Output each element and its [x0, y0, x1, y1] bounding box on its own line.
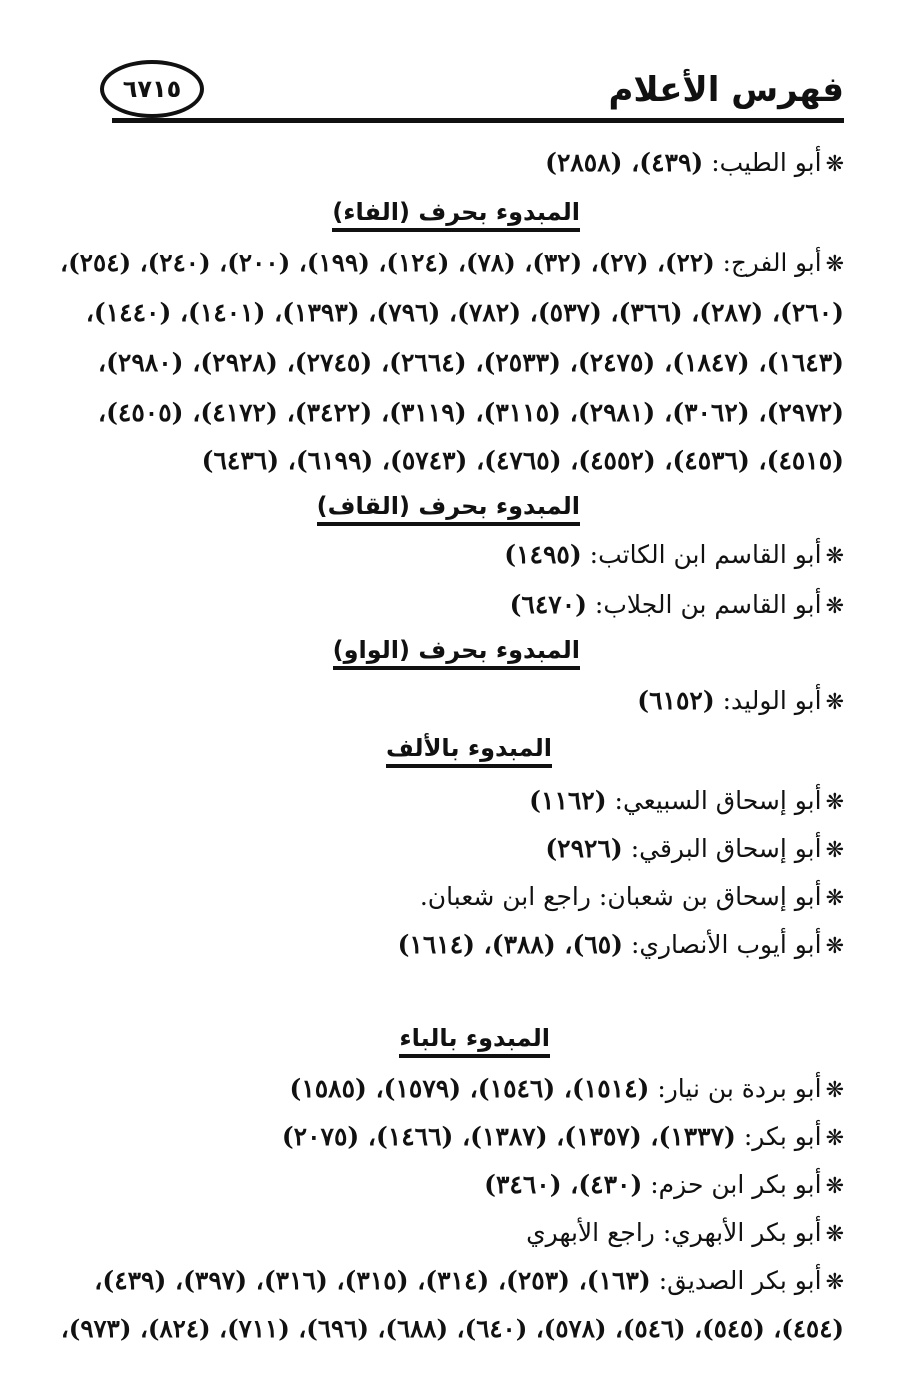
- bullet-star-icon: ❋: [825, 1078, 844, 1103]
- entry-continuation: [202, 444, 844, 478]
- page-number-badge: [100, 60, 204, 118]
- bullet-star-icon: ❋: [825, 1174, 844, 1199]
- entry-name: أبو الوليد:: [722, 686, 822, 715]
- entry-continuation: [85, 296, 844, 330]
- entry-refs: راجع الأبهري: [526, 1218, 655, 1247]
- bullet-star-icon: ❋: [825, 690, 844, 715]
- section-heading: المبدوء بحرف (الفاء): [332, 196, 580, 232]
- index-entry: [529, 784, 844, 818]
- index-entry: [420, 880, 844, 914]
- entry-refs: راجع ابن شعبان.: [419, 882, 591, 911]
- index-entry: [637, 684, 844, 718]
- entry-name: أبو القاسم بن الجلاب:: [594, 590, 822, 619]
- bullet-star-icon: ❋: [825, 544, 844, 569]
- entry-name: أبو بكر الأبهري:: [662, 1218, 822, 1247]
- entry-refs: (١٦٤٣)، (١٨٤٧)، (٢٤٧٥)، (٢٥٣٣)، (٢٦٦٤)، (٢٧٤٥)، (٢٩٢٨)، (٢٩٨٠)،: [98, 348, 844, 377]
- entry-name: أبو الفرج:: [722, 248, 822, 277]
- section-heading: المبدوء بالباء: [399, 1022, 550, 1058]
- entry-refs: (١٥١٤)، (١٥٤٦)، (١٥٧٩)، (١٥٨٥): [289, 1074, 650, 1103]
- entry-name: أبو إسحاق البرقي:: [630, 834, 822, 863]
- index-entry: [504, 538, 844, 572]
- entry-refs: (٢٦٠)، (٢٨٧)، (٣٦٦)، (٥٣٧)، (٧٨٢)، (٧٩٦)، (١٣٩٣)، (١٤٠١)، (١٤٤٠)،: [85, 298, 844, 327]
- entry-refs: (١٣٣٧)، (١٣٥٧)، (١٣٨٧)، (١٤٦٦)، (٢٠٧٥): [281, 1122, 736, 1151]
- header-rule: [112, 118, 844, 123]
- bullet-star-icon: ❋: [825, 838, 844, 863]
- index-entry: [545, 832, 844, 866]
- entry-refs: (٦٥)، (٣٨٨)، (١٦١٤): [397, 930, 624, 959]
- bullet-star-icon: ❋: [825, 790, 844, 815]
- entry-name: أبو إسحاق بن شعبان:: [598, 882, 822, 911]
- entry-continuation: [60, 1312, 844, 1346]
- entry-refs: (١٦٣)، (٢٥٣)، (٣١٤)، (٣١٥)، (٣١٦)، (٣٩٧)، (٤٣٩)،: [94, 1266, 651, 1295]
- index-entry: [510, 588, 844, 622]
- section-heading: المبدوء بالألف: [386, 732, 552, 768]
- entry-name: أبو بكر الصديق:: [658, 1266, 822, 1295]
- bullet-star-icon: ❋: [825, 1222, 844, 1247]
- entry-refs: (٦١٥٢): [637, 686, 715, 715]
- entry-name: أبو الطيب:: [711, 148, 822, 177]
- bullet-star-icon: ❋: [825, 1126, 844, 1151]
- bullet-star-icon: ❋: [825, 1270, 844, 1295]
- index-entry: [60, 246, 844, 280]
- index-entry: [526, 1216, 844, 1250]
- entry-refs: (١١٦٢): [529, 786, 607, 815]
- entry-refs: (٢٢)، (٢٧)، (٣٢)، (٧٨)، (١٢٤)، (١٩٩)، (٢٠٠)، (٢٤٠)، (٢٥٤)،: [60, 248, 715, 277]
- entry-refs: (٢٩٧٢)، (٣٠٦٢)، (٢٩٨١)، (٣١١٥)، (٣١١٩)، (٣٤٢٢)، (٤١٧٢)، (٤٥٠٥)،: [98, 398, 844, 427]
- bullet-star-icon: ❋: [825, 252, 844, 277]
- entry-name: أبو بردة بن نيار:: [657, 1074, 822, 1103]
- entry-name: أبو بكر:: [743, 1122, 822, 1151]
- entry-continuation: [98, 346, 844, 380]
- entry-refs: (٤٥١٥)، (٤٥٣٦)، (٤٥٥٢)، (٤٧٦٥)، (٥٧٤٣)، (٦١٩٩)، (٦٤٣٦): [201, 446, 844, 475]
- bullet-star-icon: ❋: [825, 886, 844, 911]
- entry-name: أبو القاسم ابن الكاتب:: [589, 540, 822, 569]
- entry-name: أبو إسحاق السبيعي:: [614, 786, 822, 815]
- entry-refs: (٤٣٩)، (٢٨٥٨): [545, 148, 704, 177]
- bullet-star-icon: ❋: [825, 594, 844, 619]
- entry-refs: (٤٣٠)، (٣٤٦٠): [484, 1170, 643, 1199]
- entry-refs: (٤٥٤)، (٥٤٥)، (٥٤٦)، (٥٧٨)، (٦٤٠)، (٦٨٨)، (٦٩٦)، (٧١١)، (٨٢٤)، (٩٧٣)،: [60, 1314, 844, 1343]
- entry-refs: (٢٩٢٦): [545, 834, 623, 863]
- page-title: فهرس الأعلام: [608, 70, 844, 110]
- bullet-star-icon: ❋: [825, 152, 844, 177]
- section-heading: المبدوء بحرف (الواو): [333, 634, 580, 670]
- entry-continuation: [98, 396, 844, 430]
- entry-refs: (١٤٩٥): [504, 540, 582, 569]
- bullet-star-icon: ❋: [825, 934, 844, 959]
- page-number: ٦٧١٥: [122, 75, 182, 103]
- index-entry: [289, 1072, 844, 1106]
- index-entry: [398, 928, 844, 962]
- entry-name: أبو بكر ابن حزم:: [650, 1170, 822, 1199]
- entry-refs: (٦٤٧٠): [509, 590, 587, 619]
- index-entry: [484, 1168, 844, 1202]
- entry-name: أبو أيوب الأنصاري:: [630, 930, 822, 959]
- index-entry: [545, 146, 844, 180]
- section-heading: المبدوء بحرف (القاف): [317, 490, 580, 526]
- index-entry: [94, 1264, 844, 1298]
- index-entry: [282, 1120, 844, 1154]
